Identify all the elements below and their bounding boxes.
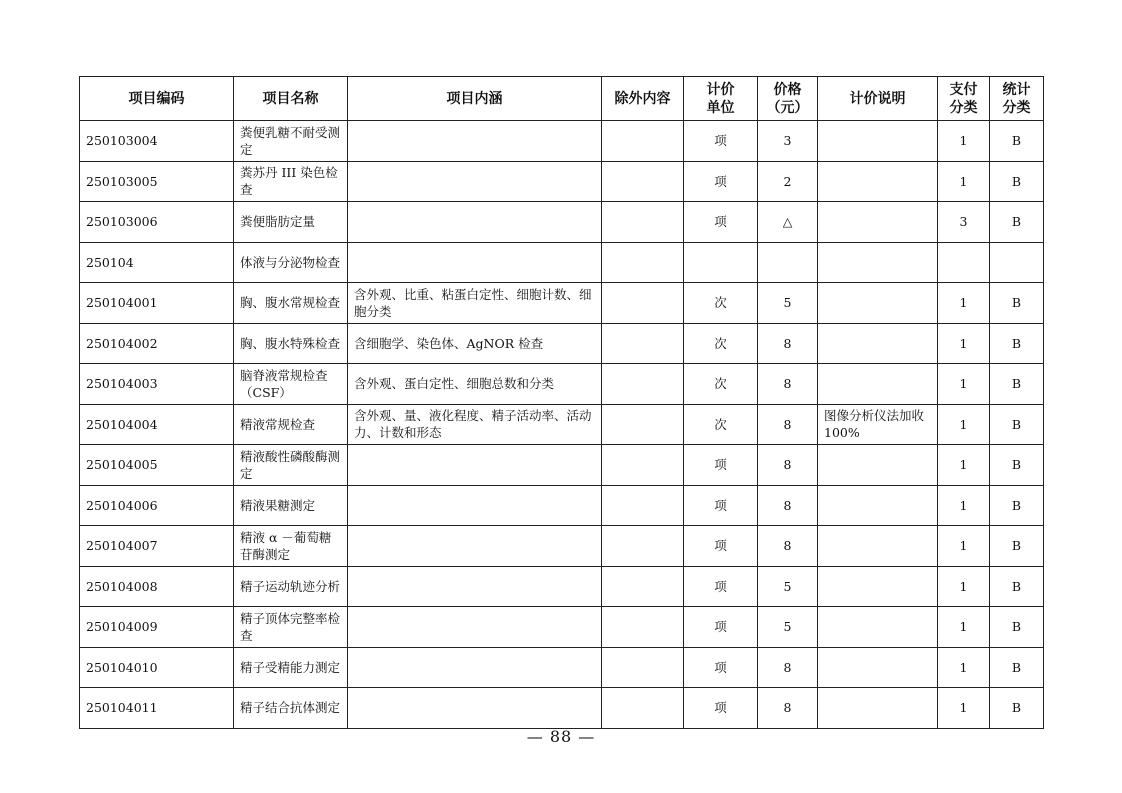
table-row [80,364,1044,405]
cell-name: 胸、腹水常规检查 [234,283,348,324]
table-row [80,283,1044,324]
cell-code: 250104006 [80,485,234,526]
cell-note [818,688,938,729]
cell-code: 250104007 [80,526,234,567]
cell-pay-class: 1 [938,445,990,486]
header-pay-class: 支付 分类 [938,77,990,121]
cell-price: 5 [758,566,818,607]
cell-note [818,566,938,607]
cell-price: 5 [758,283,818,324]
cell-code: 250104004 [80,404,234,445]
cell-note [818,647,938,688]
table-row [80,445,1044,486]
page-number: — 88 — [526,727,596,746]
cell-unit: 项 [684,607,758,648]
table-row [80,161,1044,202]
cell-pay-class: 1 [938,647,990,688]
cell-exclusion [602,566,684,607]
header-row [80,77,1044,121]
cell-price: 8 [758,364,818,405]
cell-content [348,607,602,648]
cell-stat-class: B [990,526,1044,567]
cell-content [348,242,602,283]
cell-name: 精子运动轨迹分析 [234,566,348,607]
cell-content [348,485,602,526]
header-code: 项目编码 [80,77,234,121]
cell-code: 250104005 [80,445,234,486]
cell-stat-class: B [990,161,1044,202]
cell-code: 250103004 [80,121,234,162]
cell-stat-class: B [990,121,1044,162]
fee-schedule-table [79,76,1044,729]
table-row [80,607,1044,648]
cell-stat-class: B [990,404,1044,445]
cell-exclusion [602,242,684,283]
cell-code: 250103006 [80,202,234,243]
cell-unit: 次 [684,404,758,445]
header-price: 价格 （元） [758,77,818,121]
cell-pay-class: 1 [938,364,990,405]
cell-exclusion [602,607,684,648]
cell-price: 8 [758,323,818,364]
cell-price: 8 [758,688,818,729]
cell-pay-class [938,242,990,283]
cell-content: 含外观、蛋白定性、细胞总数和分类 [348,364,602,405]
cell-note [818,202,938,243]
cell-exclusion [602,647,684,688]
cell-stat-class: B [990,364,1044,405]
cell-content [348,526,602,567]
table-row [80,485,1044,526]
cell-code: 250104001 [80,283,234,324]
cell-price: 8 [758,404,818,445]
cell-unit: 项 [684,526,758,567]
cell-note [818,283,938,324]
cell-exclusion [602,485,684,526]
cell-pay-class: 1 [938,404,990,445]
cell-stat-class: B [990,607,1044,648]
cell-note [818,323,938,364]
table-row [80,121,1044,162]
header-content: 项目内涵 [348,77,602,121]
table-row [80,526,1044,567]
cell-note [818,526,938,567]
cell-name: 精子受精能力测定 [234,647,348,688]
cell-content: 含外观、比重、粘蛋白定性、细胞计数、细胞分类 [348,283,602,324]
cell-code: 250104003 [80,364,234,405]
cell-stat-class: B [990,323,1044,364]
cell-exclusion [602,202,684,243]
cell-code: 250104009 [80,607,234,648]
cell-name: 粪便乳糖不耐受测定 [234,121,348,162]
cell-code: 250104 [80,242,234,283]
cell-pay-class: 1 [938,485,990,526]
cell-unit: 项 [684,647,758,688]
cell-code: 250104008 [80,566,234,607]
cell-content: 含外观、量、液化程度、精子活动率、活动力、计数和形态 [348,404,602,445]
table-body [80,121,1044,729]
cell-note [818,161,938,202]
cell-note [818,445,938,486]
cell-content [348,445,602,486]
cell-name: 精液 α －葡萄糖苷酶测定 [234,526,348,567]
cell-note [818,607,938,648]
cell-stat-class: B [990,647,1044,688]
cell-price: 8 [758,485,818,526]
cell-unit: 项 [684,202,758,243]
header-unit: 计价 单位 [684,77,758,121]
cell-exclusion [602,526,684,567]
table-row [80,566,1044,607]
cell-exclusion [602,283,684,324]
cell-stat-class: B [990,283,1044,324]
cell-pay-class: 1 [938,283,990,324]
cell-price: 8 [758,445,818,486]
header-name: 项目名称 [234,77,348,121]
cell-content: 含细胞学、染色体、AgNOR 检查 [348,323,602,364]
cell-pay-class: 1 [938,526,990,567]
cell-stat-class [990,242,1044,283]
cell-name: 体液与分泌物检查 [234,242,348,283]
cell-content [348,121,602,162]
cell-note [818,364,938,405]
cell-name: 脑脊液常规检查（CSF） [234,364,348,405]
cell-price: 8 [758,526,818,567]
cell-note [818,242,938,283]
table-header [80,77,1044,121]
cell-name: 精子结合抗体测定 [234,688,348,729]
cell-stat-class: B [990,566,1044,607]
cell-content [348,566,602,607]
cell-code: 250104010 [80,647,234,688]
cell-name: 粪便脂肪定量 [234,202,348,243]
cell-exclusion [602,323,684,364]
cell-stat-class: B [990,485,1044,526]
cell-pay-class: 1 [938,121,990,162]
cell-pay-class: 1 [938,161,990,202]
cell-content [348,202,602,243]
cell-content [348,647,602,688]
cell-price: 2 [758,161,818,202]
cell-pay-class: 1 [938,688,990,729]
table-row [80,323,1044,364]
table-row [80,688,1044,729]
cell-name: 精子顶体完整率检查 [234,607,348,648]
cell-stat-class: B [990,202,1044,243]
cell-code: 250103005 [80,161,234,202]
cell-exclusion [602,404,684,445]
cell-exclusion [602,445,684,486]
cell-price: 3 [758,121,818,162]
cell-unit: 项 [684,121,758,162]
cell-name: 精液果糖测定 [234,485,348,526]
table-row [80,404,1044,445]
cell-content [348,688,602,729]
cell-unit: 项 [684,445,758,486]
table-row [80,242,1044,283]
cell-pay-class: 1 [938,323,990,364]
table-row [80,647,1044,688]
cell-unit: 次 [684,364,758,405]
cell-name: 粪苏丹 III 染色检查 [234,161,348,202]
cell-stat-class: B [990,445,1044,486]
cell-unit: 项 [684,688,758,729]
header-stat-class: 统计 分类 [990,77,1044,121]
cell-exclusion [602,161,684,202]
cell-note: 图像分析仪法加收 100% [818,404,938,445]
cell-unit: 次 [684,323,758,364]
header-exclusion: 除外内容 [602,77,684,121]
cell-code: 250104011 [80,688,234,729]
cell-note [818,121,938,162]
cell-price: 5 [758,607,818,648]
cell-unit: 项 [684,161,758,202]
cell-pay-class: 3 [938,202,990,243]
cell-exclusion [602,364,684,405]
header-note: 计价说明 [818,77,938,121]
cell-pay-class: 1 [938,607,990,648]
cell-unit [684,242,758,283]
cell-unit: 项 [684,485,758,526]
cell-code: 250104002 [80,323,234,364]
cell-name: 精液常规检查 [234,404,348,445]
table-row [80,202,1044,243]
cell-exclusion [602,688,684,729]
cell-price: △ [758,202,818,243]
cell-pay-class: 1 [938,566,990,607]
cell-price [758,242,818,283]
cell-note [818,485,938,526]
cell-content [348,161,602,202]
cell-name: 胸、腹水特殊检查 [234,323,348,364]
cell-price: 8 [758,647,818,688]
cell-stat-class: B [990,688,1044,729]
cell-unit: 次 [684,283,758,324]
cell-unit: 项 [684,566,758,607]
cell-name: 精液酸性磷酸酶测定 [234,445,348,486]
cell-exclusion [602,121,684,162]
